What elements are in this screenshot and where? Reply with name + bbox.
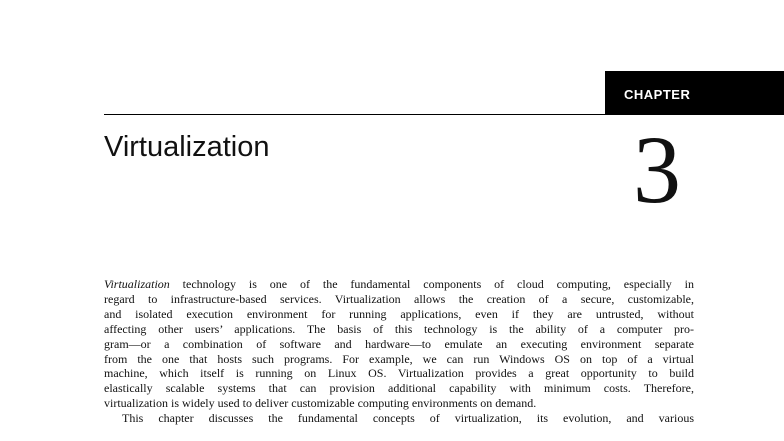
body-line-3: and isolated execution environment for running applications, even if they are untrusted, without [104,306,694,321]
body-line-8: elastically scalable systems that can provision additional capability with minimum costs. Therefore, [104,381,694,396]
chapter-label: CHAPTER [624,87,691,102]
body-line-10: This chapter discusses the fundamental concepts of virtualization, its evolution, and various [122,411,694,426]
chapter-title: Virtualization [104,131,270,163]
body-line-6: from the one that hosts such programs. For example, we can run Windows OS on top of a virtual [104,351,694,366]
lead-term: Virtualization [104,277,170,291]
chapter-number: 3 [633,116,681,223]
chapter-rule [104,114,605,115]
body-line-5: gram—or a combination of software and hardware—to emulate an executing environment separate [104,336,694,351]
body-line-9: virtualization is widely used to deliver customizable computing environments on demand. [104,396,537,411]
body-paragraph [104,277,694,426]
body-line-7: machine, which itself is running on Linux OS. Virtualization provides a great opportunity to build [104,366,694,381]
body-line-1-text: technology is one of the fundamental components of cloud computing, especially in [169,277,694,291]
body-line-2: regard to infrastructure-based services. Virtualization allows the creation of a secure, customizable, [104,291,694,306]
body-line-1 [104,277,694,292]
body-line-4: affecting other users’ applications. The basis of this technology is the ability of a computer pro- [104,321,694,336]
